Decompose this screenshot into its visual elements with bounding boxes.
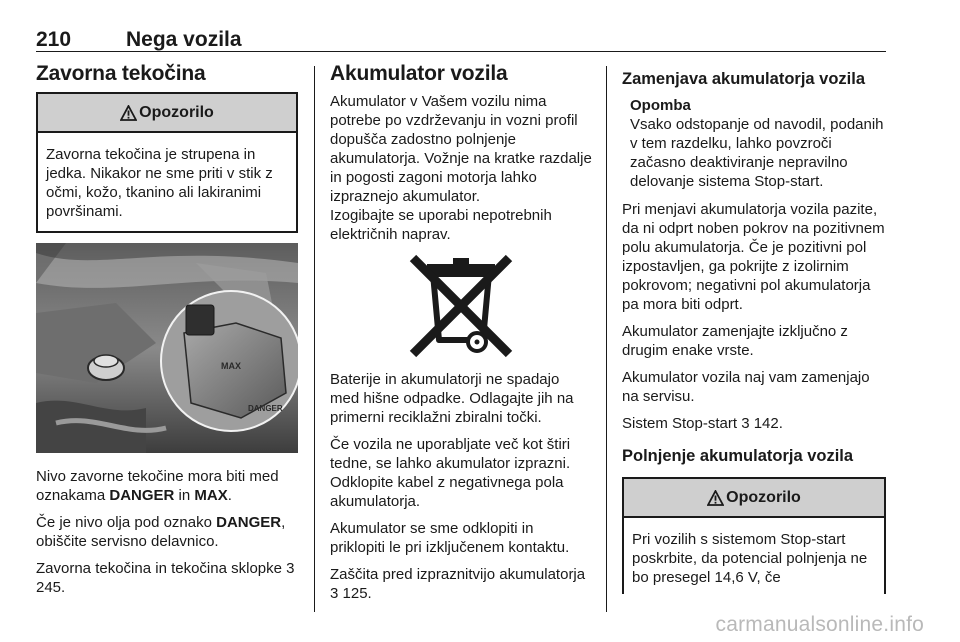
column-brake-fluid bbox=[36, 60, 298, 605]
note-text: Vsako odstopanje od navodil, podanih v tem razdelku, lahko povzroči začasno deaktiviranje nepravilno delovanje sistema Stop-start. bbox=[630, 116, 884, 190]
brake-fluid-reservoir-photo bbox=[36, 243, 298, 453]
paragraph-battery-disposal: Baterije in akumulatorji ne spadajo med hišne odpadke. Odlagajte jih na primerni reciklažni zbiralni točki. bbox=[330, 371, 574, 426]
warning-box bbox=[622, 477, 886, 594]
warning-label: Opozorilo bbox=[726, 488, 801, 506]
page-header bbox=[36, 28, 886, 52]
max-mark-label: MAX bbox=[221, 361, 241, 371]
chapter-title: Nega vozila bbox=[126, 28, 242, 51]
watermark: carmanualsonline.info bbox=[715, 613, 924, 636]
page-reference-link[interactable]: 3 245. bbox=[36, 560, 295, 596]
header-rule bbox=[36, 51, 886, 52]
column-vehicle-battery bbox=[330, 60, 592, 611]
paragraph-discharge-protection: Zaščita pred izpraznitvijo akumulatorja 3 125. bbox=[330, 566, 586, 602]
crossed-out-wheelie-bin-icon bbox=[395, 254, 527, 358]
warning-text: Zavorna tekočina je strupena in jedka. Nikakor ne sme priti v stik z očmi, kožo, tkanino ali lakiranimi površinami. bbox=[46, 146, 273, 220]
page-reference-link[interactable]: 3 125. bbox=[330, 585, 372, 602]
paragraph-stop-start-ref: Sistem Stop-start 3 142. bbox=[622, 415, 783, 432]
warning-header bbox=[38, 94, 296, 133]
column-divider-2 bbox=[606, 66, 607, 612]
danger-mark-label: DANGER bbox=[248, 404, 283, 413]
warning-triangle-icon bbox=[707, 490, 724, 506]
paragraph-battery-maintenance: Akumulator v Vašem vozilu nima potrebe po vzdrževanju in vozni profil dopušča zadostno polnjenje akumulatorja. Vožnje na kratke razdalje in pogosti zagoni motorja lahko izpraznejo akumulator. bbox=[330, 93, 592, 205]
note-title: Opomba bbox=[630, 97, 691, 114]
warning-text: Pri vozilih s sistemom Stop-start poskrbite, da potencial polnjenja ne bo presegel 14,6 V, če bbox=[632, 531, 868, 586]
paragraph-avoid-devices: Izogibajte se uporabi nepotrebnih električnih naprav. bbox=[330, 207, 552, 243]
paragraph-ignition-off: Akumulator se sme odklopiti in priklopiti le pri izključenem kontaktu. bbox=[330, 520, 570, 556]
column-divider-1 bbox=[314, 66, 315, 612]
page-reference-link[interactable]: 3 142. bbox=[741, 415, 783, 432]
page-number: 210 bbox=[36, 28, 72, 51]
subsection-title-replacement: Zamenjava akumulatorja vozila bbox=[622, 70, 866, 88]
paragraph-service-replacement: Akumulator vozila naj vam zamenjajo na servisu. bbox=[622, 369, 870, 405]
warning-header bbox=[624, 479, 884, 518]
note-box bbox=[622, 96, 888, 191]
paragraph-battery-discharge: Če vozila ne uporabljate več kot štiri tedne, se lahko akumulator izprazni. Odklopite kabel z negativnega pola akumulatorja. bbox=[330, 436, 571, 510]
section-title-brake-fluid: Zavorna tekočina bbox=[36, 62, 206, 85]
warning-triangle-icon bbox=[120, 105, 137, 121]
paragraph-positive-terminal: Pri menjavi akumulatorja vozila pazite, da ni odprt noben pokrov na pozitivnem polu akumulatorja. Če je pozitivni pol izpostavljen, ga pokrijte z izolirnim pokrovom; negativni pol akumulatorja pa mora biti odprt. bbox=[622, 201, 885, 313]
section-title-battery: Akumulator vozila bbox=[330, 62, 508, 85]
paragraph-same-type: Akumulator zamenjajte izključno z drugim enake vrste. bbox=[622, 323, 848, 359]
column-battery-replacement bbox=[622, 60, 888, 594]
paragraph-fluid-level: Nivo zavorne tekočine mora biti med oznakama DANGER in MAX. bbox=[36, 468, 279, 504]
paragraph-below-danger: Če je nivo olja pod oznako DANGER, obiščite servisno delavnico. bbox=[36, 514, 286, 550]
paragraph-clutch-fluid: Zavorna tekočina in tekočina sklopke 3 245. bbox=[36, 560, 295, 596]
warning-label: Opozorilo bbox=[139, 103, 214, 121]
subsection-title-charging: Polnjenje akumulatorja vozila bbox=[622, 447, 854, 465]
warning-box bbox=[36, 92, 298, 233]
